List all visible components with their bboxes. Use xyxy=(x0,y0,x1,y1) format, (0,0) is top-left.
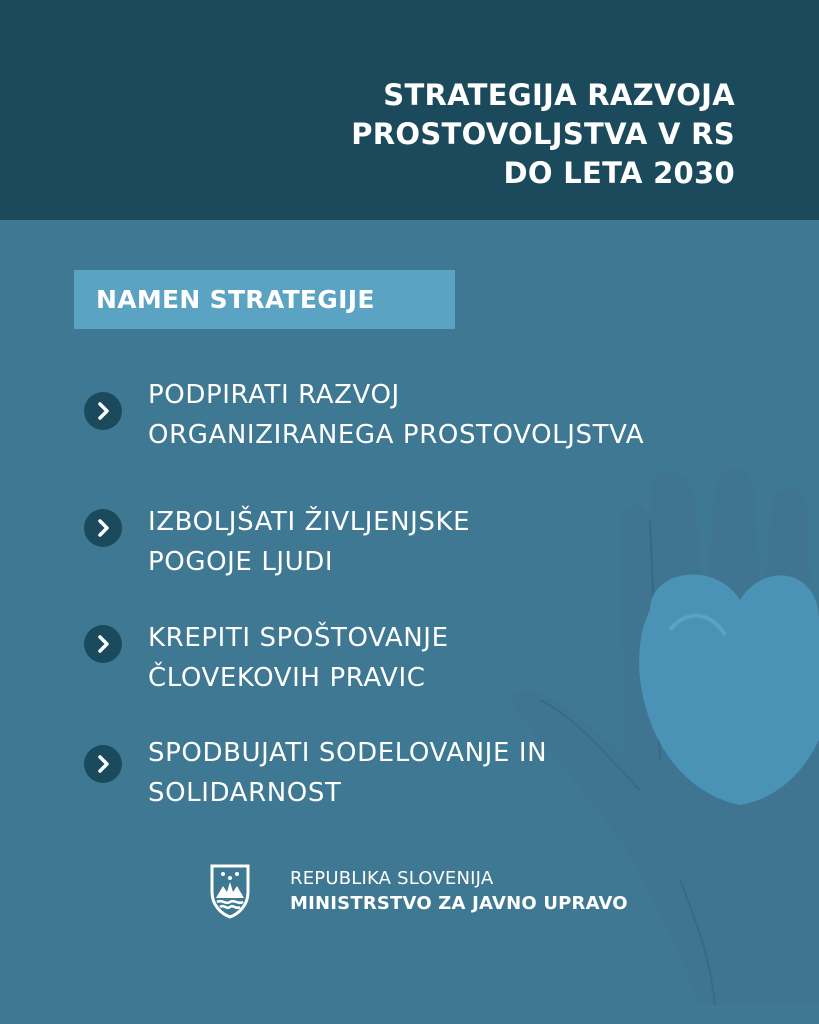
list-item-line: IZBOLJŠATI ŽIVLJENJSKE xyxy=(148,507,471,537)
list-item-line: ČLOVEKOVIH PRAVIC xyxy=(148,663,426,693)
list-item-line: KREPITI SPOŠTOVANJE xyxy=(148,623,449,653)
list-item-line: PODPIRATI RAZVOJ xyxy=(148,380,400,410)
list-item-line: SOLIDARNOST xyxy=(148,778,342,808)
chevron-right-icon xyxy=(84,509,122,547)
list-item-line: ORGANIZIRANEGA PROSTOVOLJSTVA xyxy=(148,420,645,450)
ministry-label: MINISTRSTVO ZA JAVNO UPRAVO xyxy=(290,893,628,914)
list-item-text xyxy=(148,733,547,813)
list-item-text xyxy=(148,375,644,455)
header-banner xyxy=(0,0,819,220)
chevron-right-icon xyxy=(84,625,122,663)
list-item-text xyxy=(148,618,449,698)
list-item-line: SPODBUJATI SODELOVANJE IN xyxy=(148,738,548,768)
list-item-text xyxy=(148,502,470,582)
chevron-right-icon xyxy=(84,745,122,783)
list-item-line: POGOJE LJUDI xyxy=(148,547,334,577)
title-line: STRATEGIJA RAZVOJA xyxy=(383,78,735,112)
chevron-right-icon xyxy=(84,392,122,430)
hand-heart-illustration xyxy=(500,460,819,1005)
page-title xyxy=(351,76,735,193)
republic-label: REPUBLIKA SLOVENIJA xyxy=(290,868,494,889)
coat-of-arms-icon xyxy=(208,862,252,920)
title-line: DO LETA 2030 xyxy=(503,156,735,190)
ministry-name xyxy=(290,866,628,916)
title-line: PROSTOVOLJSTVA V RS xyxy=(351,117,735,151)
section-heading: NAMEN STRATEGIJE xyxy=(74,270,455,329)
